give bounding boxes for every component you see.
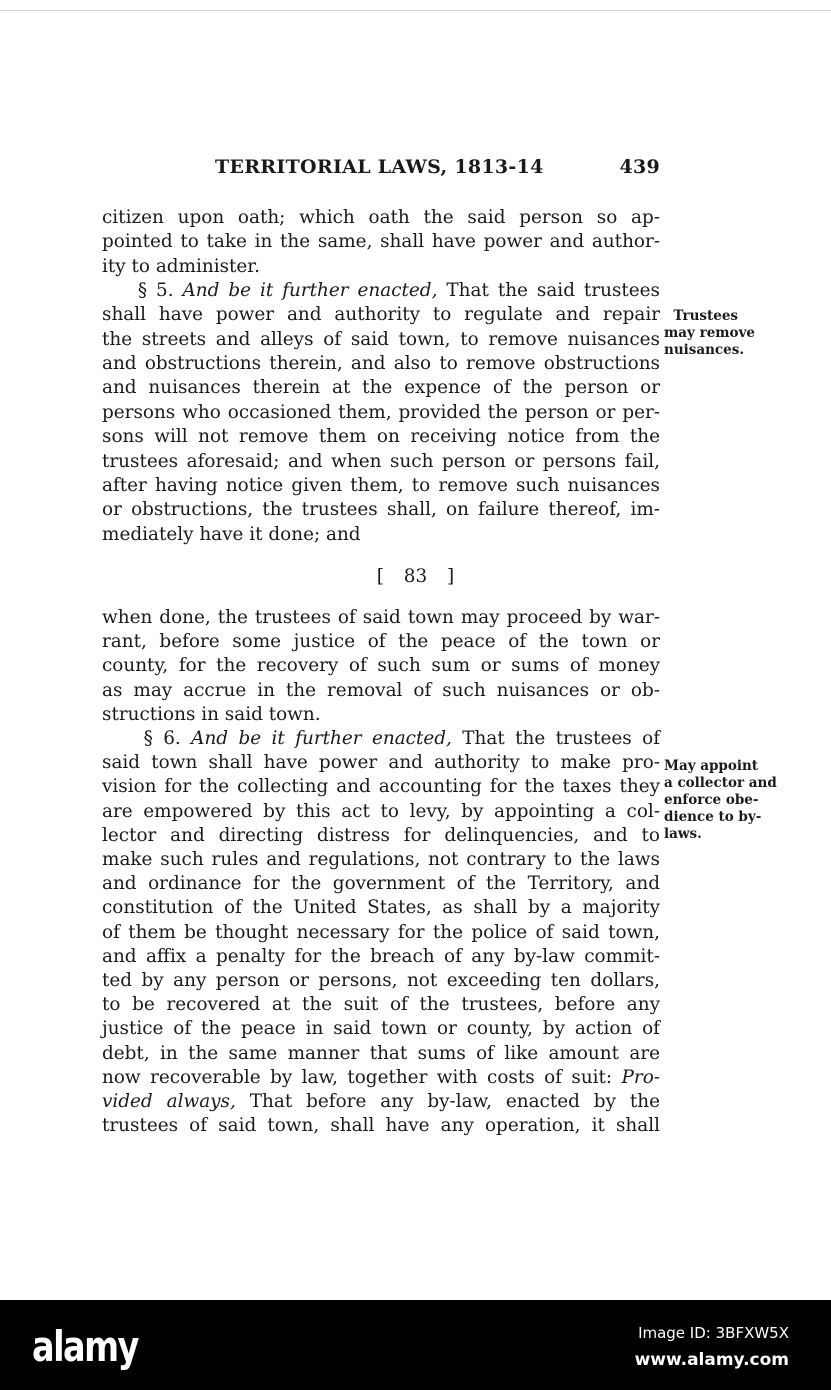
line-text: after having notice given them, to remove such nuisances (102, 474, 660, 496)
margin-note-line: laws. (664, 826, 702, 842)
text-line (102, 498, 660, 522)
text-line (102, 303, 660, 327)
text-line (102, 230, 660, 254)
text-line (102, 606, 660, 630)
original-page-folio: [ 83 ] (376, 566, 455, 587)
line-text: and obstructions therein, and also to remove obstructions (102, 353, 660, 375)
line-text: trustees of said town, shall have any operation, it shall (102, 1115, 660, 1137)
text-line (102, 872, 660, 896)
margin-note-line: may remove (664, 325, 755, 341)
site-url: www.alamy.com (634, 1350, 789, 1370)
text-line (102, 255, 660, 279)
image-id: Image ID: 3BFXW5X (638, 1324, 789, 1342)
text-line (102, 1042, 660, 1066)
line-text: or obstructions, the trustees shall, on failure thereof, im- (102, 499, 660, 521)
line-text: justice of the peace in said town or county, by action of (102, 1018, 660, 1040)
text-line (102, 206, 660, 230)
text-line (102, 1114, 660, 1138)
line-text: pointed to take in the same, shall have power and author- (102, 231, 660, 253)
line-text: now recoverable by law, together with costs of suit: (102, 1066, 622, 1088)
line-text: county, for the recovery of such sum or sums of money (102, 655, 660, 677)
text-line (102, 824, 660, 848)
text-line (102, 376, 660, 400)
header-title: TERRITORIAL LAWS, 1813-14 (215, 156, 544, 178)
running-header (215, 156, 660, 178)
margin-note-line: May appoint (664, 758, 759, 774)
line-text: and ordinance for the government of the Territory, and (102, 873, 660, 895)
text-line (102, 1066, 660, 1090)
text-line (102, 969, 660, 993)
text-line (102, 945, 660, 969)
text-line (102, 630, 660, 654)
line-text: § 6. (102, 728, 192, 749)
line-text: shall have power and authority to regulate and repair (102, 304, 660, 326)
margin-note-line: a collector and (664, 775, 777, 791)
text-line (102, 279, 660, 303)
line-text: ity to administer. (102, 255, 260, 277)
alamy-logo: alamy (32, 1322, 138, 1371)
line-text: § 5. (102, 280, 183, 302)
line-text: and affix a penalty for the breach of any by-law commit- (102, 945, 660, 967)
text-line (102, 921, 660, 945)
line-text: are empowered by this act to levy, by appointing a col- (102, 800, 660, 822)
line-text: That the trustees of (451, 728, 660, 749)
italic-text: And be it further enacted, (191, 728, 452, 749)
line-text: debt, in the same manner that sums of like amount are (102, 1042, 660, 1064)
text-line (102, 848, 660, 872)
line-text: That the said trustees (437, 280, 660, 302)
italic-text: vided always, (102, 1091, 236, 1112)
line-text: said town shall have power and authority to make pro- (102, 752, 660, 774)
line-text: of them be thought necessary for the police of said town, (102, 921, 660, 943)
line-text: citizen upon oath; which oath the said person so ap- (102, 207, 660, 228)
text-line (102, 425, 660, 449)
line-text: ted by any person or persons, not exceeding ten dollars, (102, 970, 660, 991)
margin-note (664, 308, 755, 359)
line-text: trustees aforesaid; and when such person or persons fail, (102, 450, 660, 472)
text-line (102, 328, 660, 352)
text-line (102, 654, 660, 678)
text-line (102, 993, 660, 1017)
text-line (102, 703, 660, 727)
line-text: and nuisances therein at the expence of the person or (102, 377, 660, 399)
text-line (102, 523, 660, 547)
text-line (102, 775, 660, 799)
italic-text: And be it further enacted, (182, 280, 438, 302)
page-number: 439 (619, 156, 660, 178)
text-line (102, 474, 660, 498)
margin-note-line: enforce obe- (664, 792, 759, 808)
line-text: vision for the collecting and accounting for the taxes they (102, 776, 660, 798)
margin-note-line: Trustees (664, 308, 739, 324)
scan-edge-line (0, 10, 831, 11)
line-text: lector and directing distress for delinquencies, and to (102, 824, 660, 846)
italic-text: Pro- (621, 1066, 660, 1088)
line-text: make such rules and regulations, not contrary to the laws (102, 849, 660, 870)
line-text: constitution of the United States, as shall by a majority (102, 897, 660, 919)
text-line (102, 352, 660, 376)
line-text: mediately have it done; and (102, 523, 361, 545)
line-text: as may accrue in the removal of such nuisances or ob- (102, 679, 660, 701)
margin-note-line: dience to by- (664, 809, 762, 825)
text-line (102, 1017, 660, 1041)
text-line (102, 1090, 660, 1114)
line-text: sons will not remove them on receiving notice from the (102, 426, 660, 448)
margin-note (664, 758, 777, 843)
line-text: to be recovered at the suit of the trustees, before any (102, 994, 660, 1016)
text-line (102, 896, 660, 920)
text-line (102, 751, 660, 775)
text-line (102, 679, 660, 703)
margin-note-line: nuisances. (664, 342, 745, 358)
text-line (102, 800, 660, 824)
text-line (102, 450, 660, 474)
text-line (102, 401, 660, 425)
line-text: when done, the trustees of said town may proceed by war- (102, 607, 660, 628)
line-text: rant, before some justice of the peace of the town or (102, 631, 660, 653)
watermark-bar (0, 1300, 831, 1390)
line-text: That before any by-law, enacted by the (235, 1091, 660, 1112)
line-text: the streets and alleys of said town, to remove nuisances (102, 328, 660, 350)
line-text: persons who occasioned them, provided the person or per- (102, 401, 660, 423)
text-line (102, 727, 660, 751)
line-text: structions in said town. (102, 703, 321, 725)
